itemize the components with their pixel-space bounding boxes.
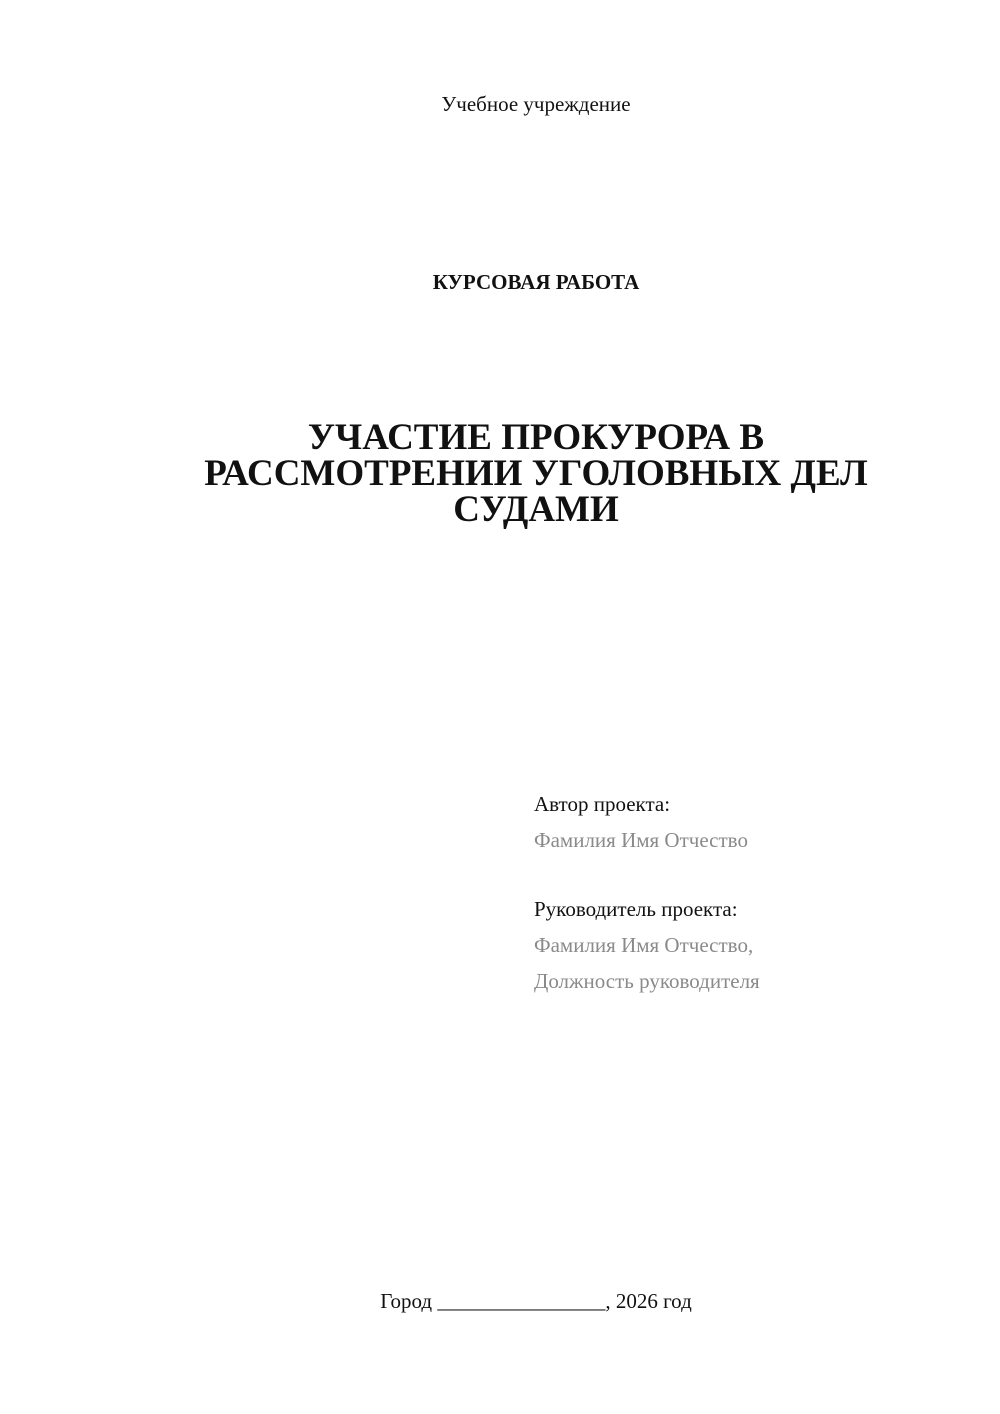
city-label: Город xyxy=(380,1289,433,1313)
author-label: Автор проекта: xyxy=(534,792,671,816)
work-title-line-1: УЧАСТИЕ ПРОКУРОРА В xyxy=(307,417,765,458)
work-title-line-3: СУДАМИ xyxy=(453,489,619,530)
work-title-line-2: РАССМОТРЕНИИ УГОЛОВНЫХ ДЕЛ xyxy=(204,453,868,494)
city-blank: ________________ xyxy=(437,1289,606,1313)
supervisor-label: Руководитель проекта: xyxy=(534,897,738,921)
supervisor-position: Должность руководителя xyxy=(534,969,760,993)
document-type: КУРСОВАЯ РАБОТА xyxy=(432,270,640,294)
supervisor-block xyxy=(534,891,964,999)
year-text: , 2026 год xyxy=(605,1289,692,1313)
supervisor-name: Фамилия Имя Отчество, xyxy=(534,933,754,957)
author-block xyxy=(534,786,964,858)
author-name: Фамилия Имя Отчество xyxy=(534,828,748,852)
institution-name: Учебное учреждение xyxy=(441,92,631,116)
city-year-line xyxy=(0,1289,1000,1314)
work-title xyxy=(0,417,1000,530)
